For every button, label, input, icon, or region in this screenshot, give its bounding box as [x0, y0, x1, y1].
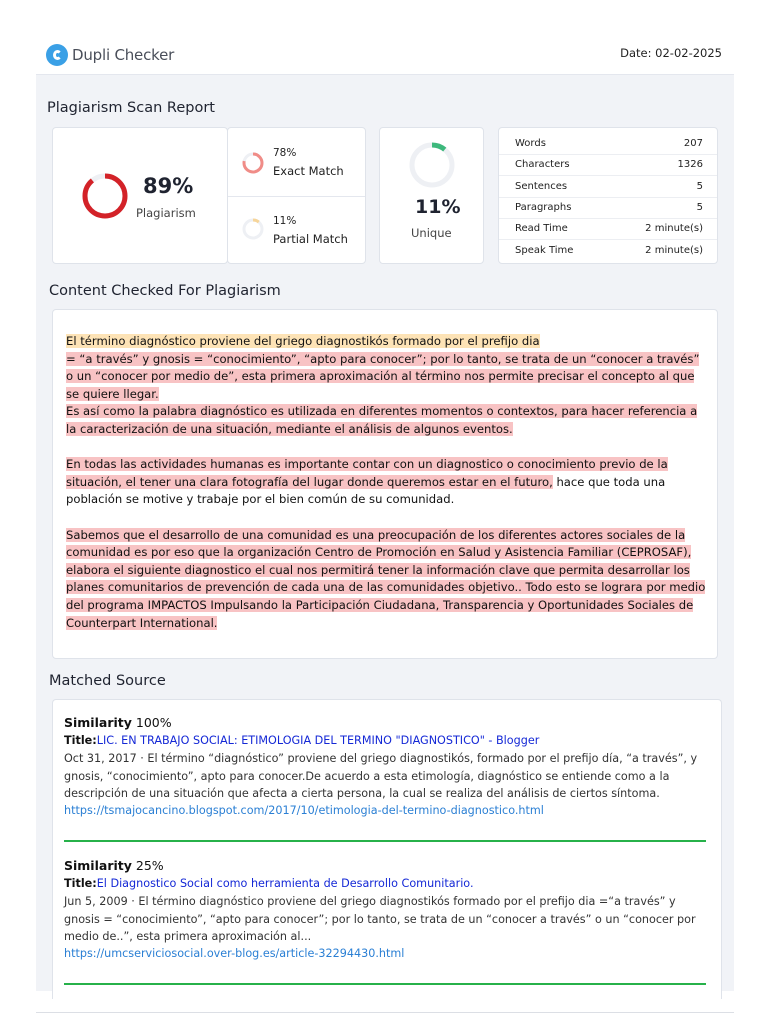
exact-match-value: 78% — [273, 147, 297, 159]
content-text — [66, 333, 706, 632]
highlight-partial: El término diagnóstico proviene del griego diagnostikós formado por el prefijo dia — [66, 334, 540, 348]
source-item — [64, 858, 706, 960]
partial-match-ring — [242, 218, 264, 240]
stat-value: 207 — [683, 138, 703, 149]
content-title: Content Checked For Plagiarism — [49, 283, 281, 299]
stat-label: Speak Time — [515, 244, 574, 256]
source-title-link[interactable]: El Diagnostico Social como herramienta de Desarrollo Comunitario. — [96, 877, 474, 890]
stat-value: 5 — [696, 180, 703, 192]
stat-value: 2 minute(s) — [645, 244, 703, 256]
stat-label: Words — [515, 138, 546, 149]
logo[interactable] — [46, 44, 174, 66]
plagiarism-card — [52, 127, 228, 264]
stats-card — [498, 127, 718, 264]
unique-card — [379, 127, 484, 264]
stat-row — [499, 134, 717, 155]
stat-row — [499, 241, 717, 262]
plagiarism-ring — [81, 172, 129, 220]
similarity-value: 25% — [135, 858, 164, 873]
source-title-link[interactable]: LIC. EN TRABAJO SOCIAL: ETIMOLOGIA DEL TERMINO "DIAGNOSTICO" - Blogger — [96, 734, 540, 747]
exact-match-label: Exact Match — [273, 164, 344, 178]
highlight-exact: término nos permite precisar el concepto al que se quiere llegar. — [66, 369, 695, 401]
source-divider — [64, 840, 706, 842]
partial-match-value: 11% — [273, 215, 297, 227]
source-similarity — [64, 715, 706, 730]
source-divider — [64, 983, 706, 985]
source-description: Oct 31, 2017 · El término “diagnóstico” proviene del griego diagnostikós, formado por el prefijo día, “a través”, y gnosis, “conocimiento”, apto para conocer.De acuerdo a esta etimología, diagnóstico se entiende como a la descripción de una situación que afecta a cierta persona, la cual se realiza del análisis de ciertos síntoma. — [64, 752, 698, 801]
highlight-exact: En todas las actividades humanas es importante contar con un diagnostico o conocimiento previo de la situación, el tener una clara fotografía del lugar donde queremos estar en el futuro, — [66, 457, 668, 489]
footer-divider — [36, 1012, 734, 1013]
partial-match-label: Partial Match — [273, 232, 348, 246]
source-description: Jun 5, 2009 · El término diagnóstico proviene del griego diagnostikós formado por el prefijo dia =“a través” y gnosis = “conocimiento”, “apto para conocer”; por lo tanto, se trata de un “conocer a través” o un “conocer por medio de..”, esta primera aproximación al... — [64, 895, 696, 944]
source-title — [64, 734, 706, 747]
stat-row — [499, 198, 717, 219]
report-date: Date: 02-02-2025 — [620, 46, 722, 60]
stat-label: Characters — [515, 159, 570, 171]
matched-source-title: Matched Source — [49, 673, 166, 689]
stat-value: 5 — [696, 201, 703, 213]
unique-value: 11% — [415, 196, 461, 218]
logo-text: Dupli Checker — [72, 46, 175, 64]
source-title — [64, 877, 706, 890]
source-item — [64, 715, 706, 817]
match-divider — [228, 196, 365, 197]
stat-row — [499, 155, 717, 176]
stat-row — [499, 219, 717, 240]
title-label: Title: — [64, 734, 97, 747]
duplichecker-logo-icon — [46, 44, 68, 66]
title-label: Title: — [64, 877, 97, 890]
stat-row — [499, 177, 717, 198]
unhighlighted-text: hace que toda una población se motive y trabaje por el bien común de su comunidad. — [66, 474, 666, 507]
highlight-exact: Todo esto se lograra por medio del programa IMPACTOS Impulsando la Participación Ciudadana, Transparencia y Oportunidades Sociales de Counterpart International. — [66, 580, 706, 630]
exact-match-ring — [242, 152, 264, 174]
report-title: Plagiarism Scan Report — [47, 100, 215, 116]
source-url-link[interactable]: https://tsmajocancino.blogspot.com/2017/10/etimologia-del-termino-diagnostico.html — [64, 803, 544, 817]
highlight-exact: = “a través” y gnosis = “conocimiento”, “apto para conocer”; por lo tanto, se trata de un “conocer a través” o un “conocer por medio de”, esta primera aproximación al — [66, 351, 700, 384]
unique-label: Unique — [411, 226, 452, 240]
stat-label: Read Time — [515, 223, 568, 235]
similarity-label: Similarity — [64, 858, 132, 873]
similarity-value: 100% — [135, 715, 172, 730]
highlight-exact: Asistencia Familiar (CEPROSAF), elabora el siguiente diagnostico el cual nos permitirá tener la información clave que permita desarrollar los planes comunitarios de prevención de cada una de las comunidades objetivo.. — [66, 545, 692, 595]
source-url-link[interactable]: https://umcserviciosocial.over-blog.es/article-32294430.html — [64, 946, 405, 960]
highlight-exact: Sabemos que el desarrollo de una comunidad es una preocupación de los diferentes actores sociales de la comunidad es por eso que la organización Centro de Promoción en Salud y — [66, 527, 686, 560]
stat-value: 1326 — [677, 159, 703, 171]
stat-value: 2 minute(s) — [645, 223, 703, 235]
plagiarism-label: Plagiarism — [136, 206, 196, 220]
match-card — [227, 127, 366, 264]
plagiarism-value: 89% — [143, 174, 194, 198]
source-similarity — [64, 858, 706, 873]
similarity-label: Similarity — [64, 715, 132, 730]
stat-label: Sentences — [515, 180, 568, 192]
stat-label: Paragraphs — [515, 201, 572, 213]
header — [0, 0, 768, 74]
unique-ring — [408, 141, 456, 189]
highlight-exact: Es así como la palabra diagnóstico es utilizada en diferentes momentos o contextos, para hacer referencia a la caracterización de una situación, mediante el análisis de algunos eventos. — [66, 404, 698, 436]
